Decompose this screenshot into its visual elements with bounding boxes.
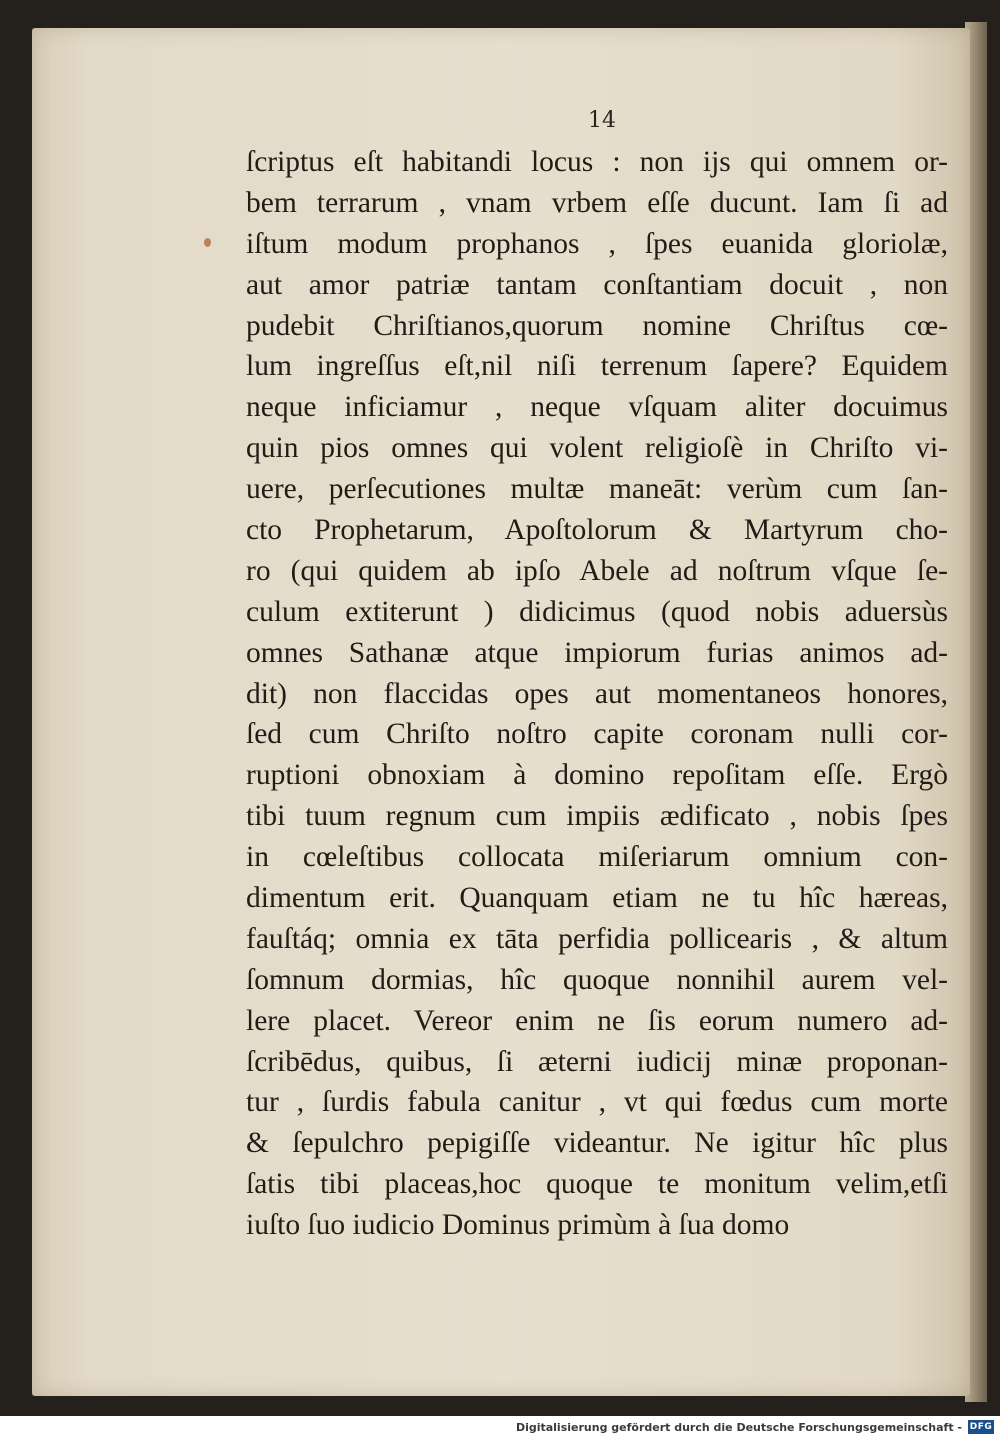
text-line: tur , ſurdis fabula canitur , vt qui fœdus cum morte [246, 1086, 948, 1119]
dfg-logo: DFG [969, 1422, 993, 1432]
text-line: dimentum erit. Quanquam etiam ne tu hîc hæreas, [246, 882, 948, 915]
text-line: neque inficiamur , neque vſquam aliter docuimus [246, 391, 948, 424]
text-line: ro (qui quidem ab ipſo Abele ad noſtrum vſque ſe- [246, 554, 948, 587]
text-line: uere, perſecutiones multæ maneāt: verùm cum ſan- [246, 473, 948, 506]
text-line: ſcriptus eſt habitandi locus : non ijs qui omnem or- [246, 146, 948, 178]
page-number: 14 [588, 108, 616, 133]
text-line: & ſepulchro pepigiſſe videantur. Ne igitur hîc plus [246, 1127, 948, 1160]
text-line: dit) non flaccidas opes aut momentaneos honores, [246, 677, 948, 710]
text-line: lere placet. Vereor enim ne ſis eorum numero ad- [246, 1004, 948, 1037]
footer-credit: Digitalisierung gefördert durch die Deutsche Forschungsgemeinschaft - [515, 1421, 962, 1434]
text-line: ſcribēdus, quibus, ſi æterni iudicij minæ proponan- [246, 1045, 948, 1078]
text-line: in cœleſtibus collocata miſeriarum omnium con- [246, 841, 948, 874]
text-line: lum ingreſſus eſt,nil niſi terrenum ſapere? Equidem [246, 350, 948, 383]
text-line: ſed cum Chriſto noſtro capite coronam nulli cor- [246, 718, 948, 751]
text-line: ſomnum dormias, hîc quoque nonnihil aurem vel- [246, 963, 948, 996]
text-line: iſtum modum prophanos , ſpes euanida gloriolæ, [246, 227, 948, 260]
text-line: fauſtáq; omnia ex tāta perfidia pollicearis , & altum [246, 922, 948, 955]
text-line: ſatis tibi placeas,hoc quoque te monitum velim,etſi [246, 1168, 948, 1201]
text-line: bem terrarum , vnam vrbem eſſe ducunt. Iam ſi ad [246, 186, 948, 219]
text-line: culum extiterunt ) didicimus (quod nobis aduersùs [246, 595, 948, 628]
text-line: cto Prophetarum, Apoſtolorum & Martyrum cho- [246, 514, 948, 547]
text-line: pudebit Chriſtianos,quorum nomine Chriſtus cœ- [246, 309, 948, 342]
text-line: aut amor patriæ tantam conſtantiam docuit , non [246, 268, 948, 301]
text-line: quin pios omnes qui volent religioſè in Chriſto vi- [246, 432, 948, 465]
text-line: tibi tuum regnum cum impiis ædificato , nobis ſpes [246, 800, 948, 833]
body-text [246, 142, 954, 1246]
stain-mark [204, 238, 211, 247]
text-line: iuſto ſuo iudicio Dominus primùm à ſua domo [246, 1209, 790, 1242]
text-line: ruptioni obnoxiam à domino repoſitam eſſe. Ergò [246, 759, 948, 792]
text-line: omnes Sathanæ atque impiorum furias animos ad- [246, 636, 948, 669]
